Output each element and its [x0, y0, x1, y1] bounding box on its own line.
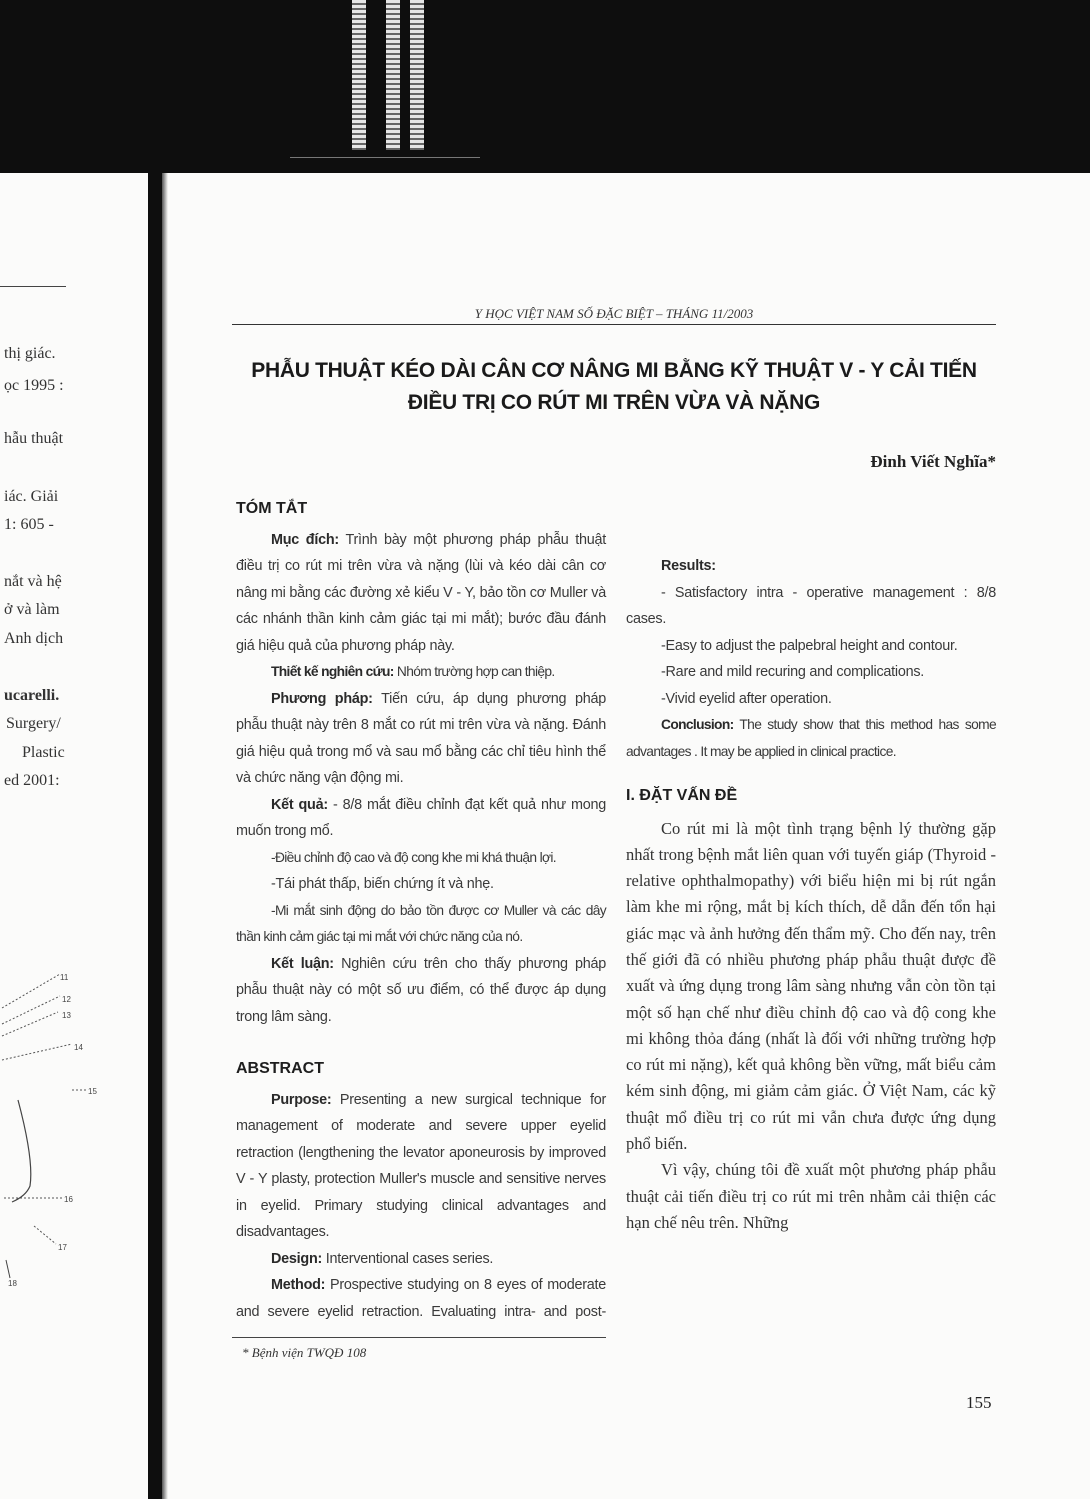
ket-qua-text: - 8/8 mắt điều chỉnh đạt kết quả như mong muốn trong mổ. — [236, 796, 606, 839]
results-item: -Rare and mild recuring and complications. — [661, 664, 925, 680]
conclusion-label: Conclusion: — [661, 717, 734, 732]
margin-fragment: Surgery/ — [6, 715, 61, 732]
left-column — [236, 496, 606, 1324]
abstract-method-start — [236, 1272, 606, 1324]
page-number: 155 — [966, 1393, 992, 1412]
abstract-conclusion — [626, 712, 996, 765]
margin-fragment: Anh dịch — [4, 630, 64, 647]
results-item: -Easy to adjust the palpebral height and contour. — [661, 637, 958, 654]
section-heading: I. ĐẶT VẤN ĐỀ — [626, 787, 738, 804]
muc-dich-label: Mục đích: — [271, 531, 339, 548]
margin-fragment: ọc 1995 : — [4, 377, 64, 394]
tomtat-phuong-phap — [236, 686, 606, 792]
tomtat-thiet-ke — [236, 659, 606, 686]
figure-label: 12 — [62, 995, 71, 1004]
article-title — [232, 355, 996, 419]
results-item: - Satisfactory intra - operative management : 8/8 cases. — [626, 584, 996, 627]
margin-fragment: ed 2001: — [4, 772, 60, 789]
page-gutter-shadow — [162, 173, 168, 1499]
figure-label: 14 — [74, 1043, 83, 1052]
design-label: Design: — [271, 1250, 323, 1267]
figure-label: 18 — [8, 1279, 17, 1288]
results-label: Results: — [661, 558, 716, 574]
margin-fragment: ucarelli. — [4, 687, 60, 704]
purpose-text: Presenting a new surgical technique for management of moderate and severe upper eyelid retraction (lengthening the levator aponeurosis by improved V - Y plasty, protection Muller's muscle and sensitive nerves in eyelid. Primary studying clinical advantages and disadvantages. — [236, 1091, 606, 1240]
ket-qua-item: -Tái phát thấp, biến chứng ít và nhẹ. — [271, 876, 494, 892]
ket-luan-text: Nghiên cứu trên cho thấy phương pháp phẫu thuật này có một số ưu điểm, có thể được áp dụng trong lâm sàng. — [236, 955, 606, 1025]
binding-mark — [386, 0, 400, 150]
tomtat-heading: TÓM TẮT — [236, 500, 308, 517]
header-rule — [232, 324, 996, 325]
title-line: ĐIỀU TRỊ CO RÚT MI TRÊN VỪA VÀ NẶNG — [407, 391, 821, 414]
figure-label: 11 — [60, 973, 69, 982]
abstract-heading: ABSTRACT — [236, 1060, 324, 1077]
section-paragraph: Vì vậy, chúng tôi đề xuất một phương pháp phẫu thuật cải tiến điều trị co rút mi trên nhằm cải thiện các hạn chế nêu trên. Những — [626, 1160, 996, 1232]
scan-black-border-top — [0, 0, 1090, 173]
tomtat-muc-dich — [236, 527, 606, 660]
abstract-method-copy — [626, 500, 996, 501]
phuong-phap-text: Tiến cứu, áp dụng phương pháp phẫu thuật này trên 8 mắt co rút mi trên vừa và nặng. Đánh giá hiệu quả trong mổ và sau mổ bằng các chỉ tiêu hình thể và chức năng vận động mi. — [236, 690, 606, 786]
abstract-design — [236, 1246, 606, 1273]
margin-fragment: nắt và hệ — [4, 573, 62, 590]
margin-fragment: iác. Giải — [4, 488, 59, 505]
margin-fragment: ở và làm — [4, 601, 60, 618]
ket-luan-label: Kết luận: — [271, 955, 334, 972]
tomtat-ket-qua — [236, 792, 606, 845]
figure-label: 15 — [88, 1087, 97, 1096]
abstract-method-continued — [626, 500, 996, 553]
margin-fragment: hẫu thuật — [4, 430, 64, 447]
margin-fragment: thị giác. — [4, 345, 56, 362]
design-text: Interventional cases series. — [322, 1250, 494, 1267]
ket-qua-item: -Điều chỉnh độ cao và độ cong khe mi khá thuận lợi. — [271, 849, 556, 865]
scan-hairline — [290, 157, 480, 158]
title-line: PHẪU THUẬT KÉO DÀI CÂN CƠ NÂNG MI BẰNG KỸ THUẬT V - Y CẢI TIẾN — [251, 359, 977, 382]
phuong-phap-label: Phương pháp: — [271, 690, 373, 707]
method-text: Prospective studying on 8 eyes of moderate and severe eyelid retraction. Evaluating intra- and post- — [236, 1277, 606, 1320]
figure-label: 16 — [64, 1195, 73, 1204]
abstract-purpose — [236, 1087, 606, 1246]
purpose-label: Purpose: — [271, 1091, 332, 1108]
margin-figure-fragment — [0, 960, 120, 1290]
author: Đinh Viết Nghĩa* — [870, 452, 996, 471]
conclusion-text: The study show that this method has some advantages . It may be applied in clinical practice. — [626, 717, 996, 759]
tomtat-ket-luan — [236, 951, 606, 1031]
margin-rule — [0, 286, 66, 287]
thiet-ke-text: Nhóm trường hợp can thiệp. — [393, 664, 555, 679]
thiet-ke-label: Thiết kế nghiên cứu: — [271, 664, 394, 679]
margin-fragment: Plastic — [22, 744, 65, 761]
margin-fragment: 1: 605 - — [4, 516, 54, 533]
results-item: -Vivid eyelid after operation. — [661, 690, 832, 707]
section-paragraph: Co rút mi là một tình trạng bệnh lý thường gặp nhất trong bệnh mắt liên quan với tuyến giáp (Thyroid - relative ophthalmopathy) với biểu hiện mi bị rút ngắn làm khe mi rộng, mắt bị kích thích, dễ dẫn đến tổn hại giác mạc và ảnh hưởng đến thẩm mỹ. Cho đến nay, trên thế giới đã có nhiều phương pháp phẫu thuật được đề xuất và ứng dụng trong lâm sàng nhưng vẫn còn tồn tại một số hạn chế như điều chỉnh độ cao và độ cong khe mi không thỏa đáng (nhất là đối với những trường hợp co rút mi nặng), kết quả không bền vững, mất biểu cảm kém sinh động, mi giảm cảm giác. Ở Việt Nam, các kỹ thuật mổ điều trị co rút mi vẫn chưa được ứng dụng phổ biến. — [626, 818, 996, 1154]
footnote-rule — [232, 1337, 606, 1338]
footnote: * Bệnh viện TWQĐ 108 — [242, 1345, 367, 1360]
figure-label: 13 — [62, 1011, 71, 1020]
ket-qua-label: Kết quả: — [271, 796, 328, 813]
figure-label: 17 — [58, 1243, 67, 1252]
right-column — [626, 500, 996, 1236]
running-head: Y HỌC VIỆT NAM SỐ ĐẶC BIỆT – THÁNG 11/2003 — [474, 306, 754, 321]
method-label: Method: — [271, 1277, 326, 1293]
ket-qua-item: -Mi mắt sinh động do bảo tồn được cơ Muller và các dây thần kinh cảm giác tại mi mắt với chức năng của nó. — [236, 902, 606, 944]
binding-mark — [352, 0, 366, 150]
muc-dich-text: Trình bày một phương pháp phẫu thuật điều trị co rút mi trên vừa và nặng (lùi và kéo dài cân cơ nâng mi bằng các đường xẻ kiểu V - Y, bảo tồn cơ Muller và các nhánh thần kinh cảm giác tại mi mắt); bước đầu đánh giá hiệu quả của phương pháp này. — [236, 531, 606, 654]
abstract-method — [236, 1272, 606, 1324]
binding-mark — [410, 0, 424, 150]
